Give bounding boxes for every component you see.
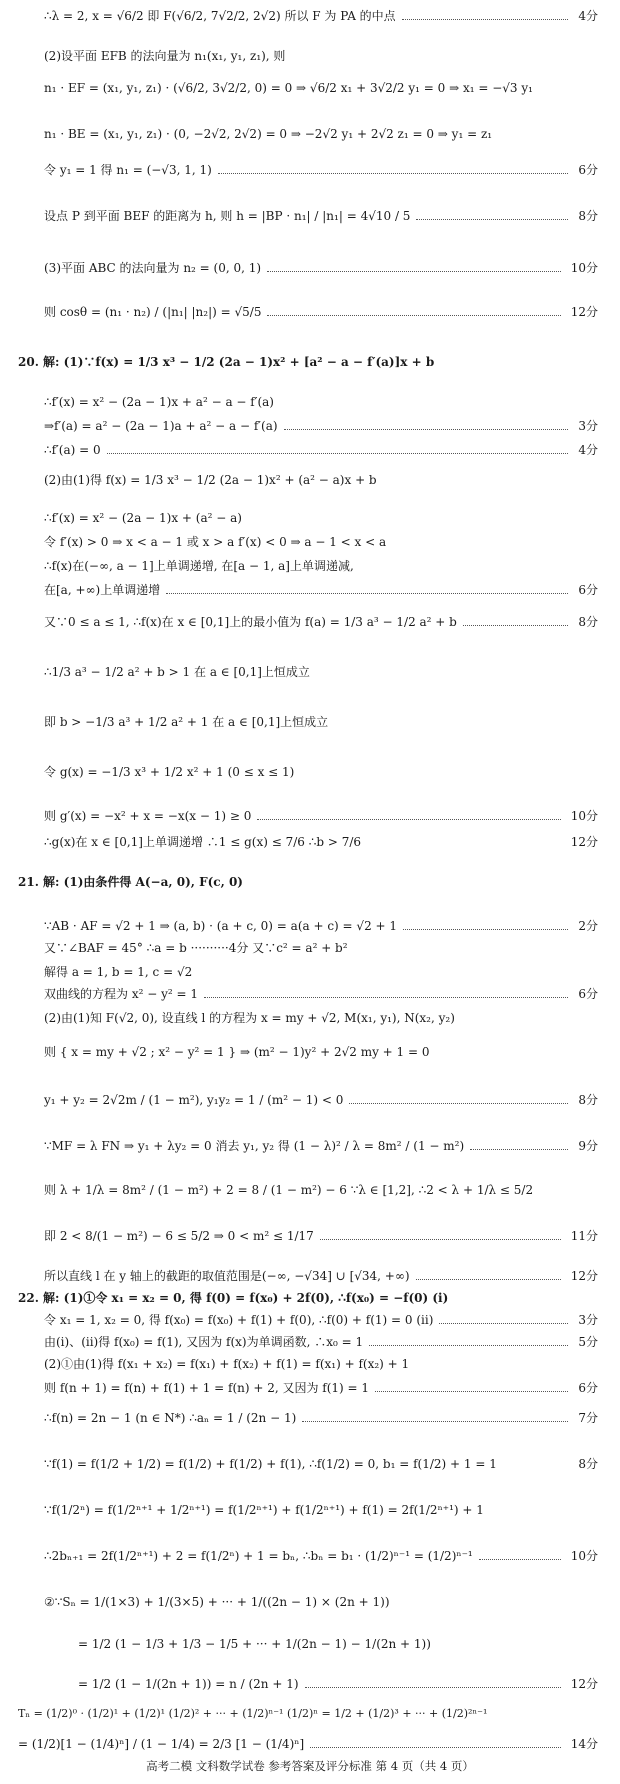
line-text: (2)设平面 EFB 的法向量为 n₁(x₁, y₁, z₁), 则 [44, 49, 286, 63]
line-text: 令 y₁ = 1 得 n₁ = (−√3, 1, 1) [44, 163, 212, 177]
line-text: ②∵Sₙ = 1/(1×3) + 1/(3×5) + ··· + 1/((2n − 1) × (2n + 1)) [44, 1595, 390, 1609]
leader-dots [463, 625, 568, 626]
question-heading: 22. 解: (1)①令 x₁ = x₂ = 0, 得 f(0) = f(x₀) + 2f(0), ∴f(x₀) = −f(0) (i) [18, 1291, 449, 1305]
leader-dots [284, 429, 568, 430]
solution-line [0, 650, 620, 694]
score-mark: 12分 [570, 305, 598, 319]
solution-line [0, 1030, 620, 1074]
page-footer: 高考二模 文科数学试卷 参考答案及评分标准 第 4 页（共 4 页） [146, 1759, 474, 1773]
leader-dots [107, 453, 568, 454]
leader-dots [267, 315, 561, 316]
line-text: (2)①由(1)得 f(x₁ + x₂) = f(x₁) + f(x₂) + f(1) = f(x₁) + f(x₂) + 1 [44, 1357, 410, 1371]
leader-dots [369, 1345, 568, 1346]
solution-line [0, 1288, 620, 1312]
solution-line [0, 600, 620, 644]
solution-line [0, 1214, 620, 1258]
score-mark: 7分 [578, 1411, 598, 1425]
line-text: 在[a, +∞)上单调递增 [44, 583, 161, 597]
solution-line [0, 1310, 620, 1334]
score-mark: 10分 [570, 1549, 598, 1563]
leader-dots [403, 929, 568, 930]
score-mark: 12分 [570, 835, 598, 849]
score-mark: 12分 [570, 1269, 598, 1283]
solution-line [0, 1266, 620, 1290]
leader-dots [218, 173, 568, 174]
line-text: 由(i)、(ii)得 f(x₀) = f(1), 又因为 f(x)为单调函数, ∴x₀ = 1 [44, 1335, 364, 1349]
solution-line [0, 962, 620, 986]
line-text: 令 g(x) = −1/3 x³ + 1/2 x² + 1 (0 ≤ x ≤ 1) [44, 765, 295, 779]
solution-line [0, 820, 620, 864]
solution-line [0, 508, 620, 532]
line-text: y₁ + y₂ = 2√2m / (1 − m²), y₁y₂ = 1 / (m² − 1) < 0 [44, 1093, 344, 1107]
line-text: ∴f(n) = 2n − 1 (n ∈ N*) ∴aₙ = 1 / (2n − 1) [44, 1411, 297, 1425]
line-text: ∴λ = 2, x = √6/2 即 F(√6/2, 7√2/2, 2√2) 所以 F 为 PA 的中点 [44, 9, 396, 23]
question-heading: 21. 解: (1)由条件得 A(−a, 0), F(c, 0) [18, 875, 243, 889]
score-mark: 8分 [578, 1093, 598, 1107]
solution-line [0, 872, 620, 896]
question-heading: 20. 解: (1)∵f(x) = 1/3 x³ − 1/2 (2a − 1)x² + [a² − a − f′(a)]x + b [18, 355, 435, 369]
score-mark: 8分 [578, 615, 598, 629]
solution-line [0, 1078, 620, 1122]
line-text: ∵f(1/2ⁿ) = f(1/2ⁿ⁺¹ + 1/2ⁿ⁺¹) = f(1/2ⁿ⁺¹) + f(1/2ⁿ⁺¹) + f(1) = 2f(1/2ⁿ⁺¹) + 1 [44, 1503, 484, 1517]
score-mark: 10分 [570, 261, 598, 275]
solution-line [0, 1168, 620, 1212]
solution-line [0, 984, 620, 1008]
solution-line [0, 1124, 620, 1168]
solution-line [0, 532, 620, 556]
line-text: 则 { x = my + √2 ; x² − y² = 1 } ⇒ (m² − 1)y² + 2√2 my + 1 = 0 [44, 1045, 430, 1059]
solution-line [0, 556, 620, 580]
solution-line [0, 416, 620, 440]
solution-line [0, 1332, 620, 1356]
score-mark: 8分 [578, 1457, 598, 1471]
leader-dots [470, 1149, 568, 1150]
score-mark: 11分 [570, 1229, 598, 1243]
solution-line [0, 290, 620, 334]
line-text: n₁ · BE = (x₁, y₁, z₁) · (0, −2√2, 2√2) = 0 ⇒ −2√2 y₁ + 2√2 z₁ = 0 ⇒ y₁ = z₁ [44, 127, 493, 141]
line-text: = 1/2 (1 − 1/3 + 1/3 − 1/5 + ··· + 1/(2n − 1) − 1/(2n + 1)) [78, 1637, 431, 1651]
line-text: ∴2bₙ₊₁ = 2f(1/2ⁿ⁺¹) + 2 = f(1/2ⁿ) + 1 = bₙ, ∴bₙ = b₁ · (1/2)ⁿ⁻¹ = (1/2)ⁿ⁻¹ [44, 1549, 473, 1563]
line-text: (2)由(1)知 F(√2, 0), 设直线 l 的方程为 x = my + √2, M(x₁, y₁), N(x₂, y₂) [44, 1011, 455, 1025]
solution-line [0, 750, 620, 794]
score-mark: 5分 [578, 1335, 598, 1349]
leader-dots [267, 271, 561, 272]
solution-line [0, 66, 620, 110]
line-text: ∵f(1) = f(1/2 + 1/2) = f(1/2) + f(1/2) + f(1), ∴f(1/2) = 0, b₁ = f(1/2) + 1 = 1 [44, 1457, 497, 1471]
leader-dots [302, 1421, 568, 1422]
line-text: (3)平面 ABC 的法向量为 n₂ = (0, 0, 1) [44, 261, 262, 275]
line-text: ∴f′(x) = x² − (2a − 1)x + a² − a − f′(a) [44, 395, 274, 409]
score-mark: 4分 [578, 443, 598, 457]
line-text: = (1/2)[1 − (1/4)ⁿ] / (1 − 1/4) = 2/3 [1 − (1/4)ⁿ] [18, 1737, 305, 1751]
line-text: 又∵0 ≤ a ≤ 1, ∴f(x)在 x ∈ [0,1]上的最小值为 f(a) = 1/3 a³ − 1/2 a² + b [44, 615, 457, 629]
leader-dots [416, 219, 568, 220]
score-mark: 3分 [578, 419, 598, 433]
solution-line [0, 1442, 620, 1486]
leader-dots [416, 1279, 561, 1280]
line-text: ∴g(x)在 x ∈ [0,1]上单调递增 ∴1 ≤ g(x) ≤ 7/6 ∴b > 7/6 [44, 835, 362, 849]
line-text: 设点 P 到平面 BEF 的距离为 h, 则 h = |BP · n₁| / |n₁| = 4√10 / 5 [44, 209, 411, 223]
solution-line [0, 1354, 620, 1378]
solution-line [0, 6, 620, 30]
score-mark: 14分 [570, 1737, 598, 1751]
solution-line [0, 938, 620, 962]
score-mark: 6分 [578, 987, 598, 1001]
leader-dots [305, 1687, 561, 1688]
solution-line [0, 1580, 620, 1624]
line-text: 则 f(n + 1) = f(n) + f(1) + 1 = f(n) + 2, 又因为 f(1) = 1 [44, 1381, 370, 1395]
line-text: 则 cosθ = (n₁ · n₂) / (|n₁| |n₂|) = √5/5 [44, 305, 262, 319]
solution-line [0, 194, 620, 238]
score-mark: 9分 [578, 1139, 598, 1153]
solution-line [0, 1396, 620, 1440]
line-text: 即 b > −1/3 a³ + 1/2 a² + 1 在 a ∈ [0,1]上恒成立 [44, 715, 329, 729]
leader-dots [375, 1391, 568, 1392]
leader-dots [320, 1239, 561, 1240]
score-mark: 10分 [570, 809, 598, 823]
line-text: ∴1/3 a³ − 1/2 a² + b > 1 在 a ∈ [0,1]上恒成立 [44, 665, 310, 679]
score-mark: 2分 [578, 919, 598, 933]
score-mark: 6分 [578, 583, 598, 597]
line-text: = 1/2 (1 − 1/(2n + 1)) = n / (2n + 1) [78, 1677, 299, 1691]
solution-line [0, 700, 620, 744]
score-mark: 12分 [570, 1677, 598, 1691]
solution-line [0, 258, 620, 282]
line-text: 又∵∠BAF = 45° ∴a = b ··········4分 又∵c² = a² + b² [44, 941, 348, 955]
score-mark: 4分 [578, 9, 598, 23]
solution-line [0, 458, 620, 502]
solution-line [0, 1534, 620, 1578]
leader-dots [402, 19, 568, 20]
line-text: 则 g′(x) = −x² + x = −x(x − 1) ≥ 0 [44, 809, 252, 823]
line-text: n₁ · EF = (x₁, y₁, z₁) · (√6/2, 3√2/2, 0) = 0 ⇒ √6/2 x₁ + 3√2/2 y₁ = 0 ⇒ x₁ = −√3 y₁ [44, 81, 533, 95]
line-text: ∵MF = λ FN ⇒ y₁ + λy₂ = 0 消去 y₁, y₂ 得 (1 − λ)² / λ = 8m² / (1 − m²) [44, 1139, 465, 1153]
line-text: ∴f(x)在(−∞, a − 1]上单调递增, 在[a − 1, a]上单调递减, [44, 559, 354, 573]
solution-line [0, 1008, 620, 1032]
solution-line [0, 916, 620, 940]
leader-dots [439, 1323, 568, 1324]
score-mark: 6分 [578, 1381, 598, 1395]
solution-line [0, 392, 620, 416]
line-text: ∵AB · AF = √2 + 1 ⇒ (a, b) · (a + c, 0) = a(a + c) = √2 + 1 [44, 919, 398, 933]
line-text: 即 2 < 8/(1 − m²) − 6 ≤ 5/2 ⇒ 0 < m² ≤ 1/17 [44, 1229, 314, 1243]
line-text: 令 x₁ = 1, x₂ = 0, 得 f(x₀) = f(x₀) + f(1) + f(0), ∴f(0) + f(1) = 0 (ii) [44, 1313, 434, 1327]
line-text: 则 λ + 1/λ = 8m² / (1 − m²) + 2 = 8 / (1 − m²) − 6 ∵λ ∈ [1,2], ∴2 < λ + 1/λ ≤ 5/2 [44, 1183, 534, 1197]
line-text: 所以直线 l 在 y 轴上的截距的取值范围是(−∞, −√34] ∪ [√34, +∞) [44, 1269, 410, 1283]
line-text: 双曲线的方程为 x² − y² = 1 [44, 987, 198, 1001]
score-mark: 6分 [578, 163, 598, 177]
leader-dots [310, 1747, 561, 1748]
line-text: ∴f′(a) = 0 [44, 443, 101, 457]
line-text: 解得 a = 1, b = 1, c = √2 [44, 965, 193, 979]
solution-line [0, 1488, 620, 1532]
leader-dots [166, 593, 568, 594]
leader-dots [479, 1559, 561, 1560]
solution-line [0, 340, 620, 384]
leader-dots [204, 997, 568, 998]
leader-dots [349, 1103, 568, 1104]
line-text: Tₙ = (1/2)⁰ · (1/2)¹ + (1/2)¹ (1/2)² + ··· + (1/2)ⁿ⁻¹ (1/2)ⁿ = 1/2 + (1/2)³ + ··· + (1/2)²ⁿ⁻¹ [18, 1707, 488, 1720]
solution-line [0, 1622, 620, 1666]
score-mark: 3分 [578, 1313, 598, 1327]
line-text: ∴f′(x) = x² − (2a − 1)x + (a² − a) [44, 511, 242, 525]
line-text: ⇒f′(a) = a² − (2a − 1)a + a² − a − f′(a) [44, 419, 278, 433]
line-text: (2)由(1)得 f(x) = 1/3 x³ − 1/2 (2a − 1)x² + (a² − a)x + b [44, 473, 377, 487]
line-text: 令 f′(x) > 0 ⇒ x < a − 1 或 x > a f′(x) < 0 ⇒ a − 1 < x < a [44, 535, 387, 549]
score-mark: 8分 [578, 209, 598, 223]
solution-line [0, 112, 620, 156]
solution-line [0, 160, 620, 184]
